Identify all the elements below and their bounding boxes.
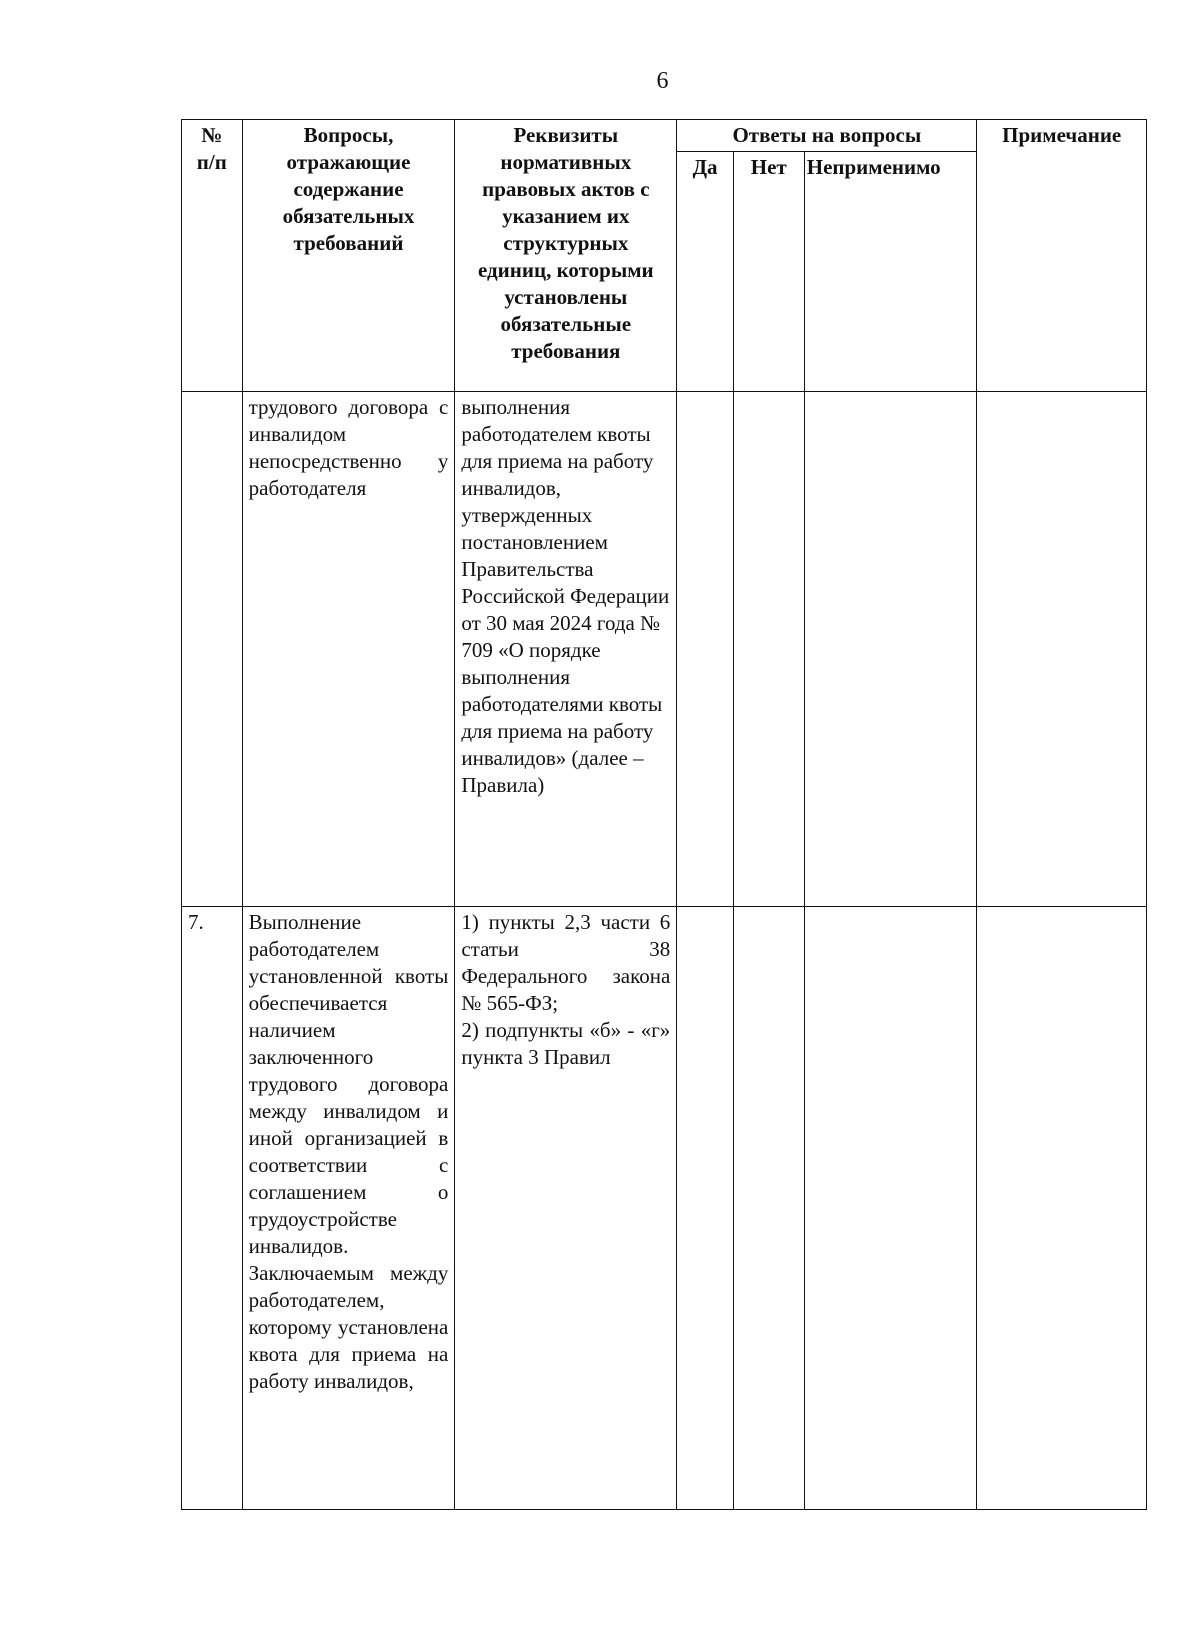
- header-note: Примечание: [977, 120, 1147, 392]
- row-question: Выполнение работодателем установленной квоты обеспечивается наличием заключенного трудового договора между инвалидом и иной организацией в соответствии с соглашением о трудоустройстве инвалидов. Заключаемым между работодателем, которому установлена квота для приема на работу инвалидов,: [242, 907, 455, 1510]
- row-number: [182, 392, 243, 907]
- row-answer-not-applicable[interactable]: [804, 392, 977, 907]
- row-answer-no[interactable]: [733, 907, 804, 1510]
- header-no: Нет: [733, 152, 804, 392]
- row-answer-yes[interactable]: [677, 392, 734, 907]
- row-number: 7.: [182, 907, 243, 1510]
- header-answers: Ответы на вопросы: [677, 120, 977, 152]
- row-requisites: выполнения работодателем квоты для приема на работу инвалидов, утвержденных постановлением Правительства Российской Федерации от 30 мая 2024 года № 709 «О порядке выполнения работодателями квоты для приема на работу инвалидов» (далее – Правила): [455, 392, 677, 907]
- row-answer-no[interactable]: [733, 392, 804, 907]
- row-requisites: 1) пункты 2,3 части 6 статьи 38 Федерального закона № 565-ФЗ; 2) подпункты «б» - «г» пункта 3 Правил: [455, 907, 677, 1510]
- page-number: 6: [656, 68, 669, 94]
- table-row: [182, 907, 1147, 1510]
- table-header-row: [182, 120, 1147, 152]
- row-answer-not-applicable[interactable]: [804, 907, 977, 1510]
- row-answer-yes[interactable]: [677, 907, 734, 1510]
- row-note[interactable]: [977, 907, 1147, 1510]
- header-not-applicable: Неприменимо: [804, 152, 977, 392]
- checklist-table: [181, 119, 1147, 1510]
- row-question: трудового договора с инвалидом непосредственно у работодателя: [242, 392, 455, 907]
- header-questions: Вопросы, отражающие содержание обязательных требований: [242, 120, 455, 392]
- row-note[interactable]: [977, 392, 1147, 907]
- header-yes: Да: [677, 152, 734, 392]
- header-number: № п/п: [182, 120, 243, 392]
- table-row: [182, 392, 1147, 907]
- header-requisites: Реквизиты нормативных правовых актов с указанием их структурных единиц, которыми установлены обязательные требования: [455, 120, 677, 392]
